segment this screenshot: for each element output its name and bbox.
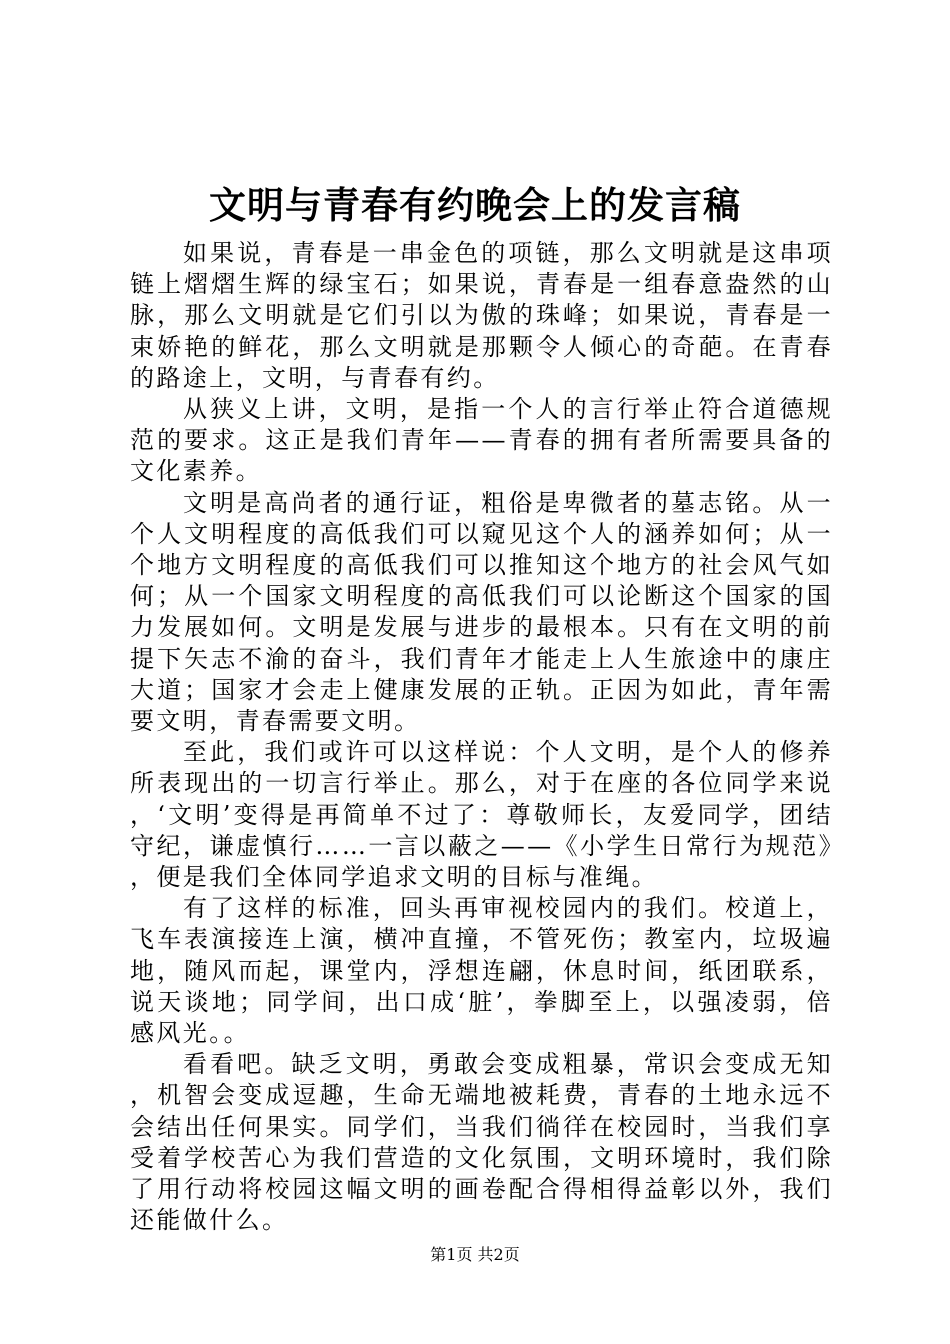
document-title: 文明与青春有约晚会上的发言稿 — [209, 183, 741, 227]
paragraph-5: 有了这样的标准，回头再审视校园内的我们。校道上，飞车表演接连上演，横冲直撞，不管死伤；教室内，垃圾遍地，随风而起，课堂内，浮想连翩，休息时间，纸团联系，说天谈地；同学间，出口成‘脏’，拳脚至上，以强凌弱，倍感风光。。 — [130, 894, 833, 1048]
paragraph-6: 看看吧。缺乏文明，勇敢会变成粗暴，常识会变成无知，机智会变成逗趣，生命无端地被耗费，青春的土地永远不会结出任何果实。同学们，当我们徜徉在校园时，当我们享受着学校苦心为我们营造的文化氛围，文明环境时，我们除了用行动将校园这幅文明的画卷配合得相得益彰以外，我们还能做什么。 — [130, 1050, 833, 1235]
paragraph-1: 如果说，青春是一串金色的项链，那么文明就是这串项链上熠熠生辉的绿宝石；如果说，青春是一组春意盎然的山脉，那么文明就是它们引以为傲的珠峰；如果说，青春是一束娇艳的鲜花，那么文明就是那颗令人倾心的奇葩。在青春的路途上，文明，与青春有约。 — [130, 239, 833, 392]
paragraph-3: 文明是高尚者的通行证，粗俗是卑微者的墓志铭。从一个人文明程度的高低我们可以窥见这个人的涵养如何；从一个地方文明程度的高低我们可以推知这个地方的社会风气如何；从一个国家文明程度的高低我们可以论断这个国家的国力发展如何。文明是发展与进步的最根本。只有在文明的前提下矢志不渝的奋斗，我们青年才能走上人生旅途中的康庄大道；国家才会走上健康发展的正轨。正因为如此，青年需要文明，青春需要文明。 — [130, 488, 833, 736]
document-body — [130, 238, 833, 1237]
paragraph-4: 至此，我们或许可以这样说：个人文明，是个人的修养所表现出的一切言行举止。那么，对于在座的各位同学来说，‘文明’变得是再简单不过了：尊敬师长，友爱同学，团结守纪，谦虚慎行……一言以蔽之——《小学生日常行为规范》，便是我们全体同学追求文明的目标与准绳。 — [130, 738, 833, 892]
paragraph-2: 从狭义上讲，文明，是指一个人的言行举止符合道德规范的要求。这正是我们青年——青春的拥有者所需要具备的文化素养。 — [130, 395, 833, 486]
page-footer: 第1页 共2页 — [430, 1245, 520, 1264]
